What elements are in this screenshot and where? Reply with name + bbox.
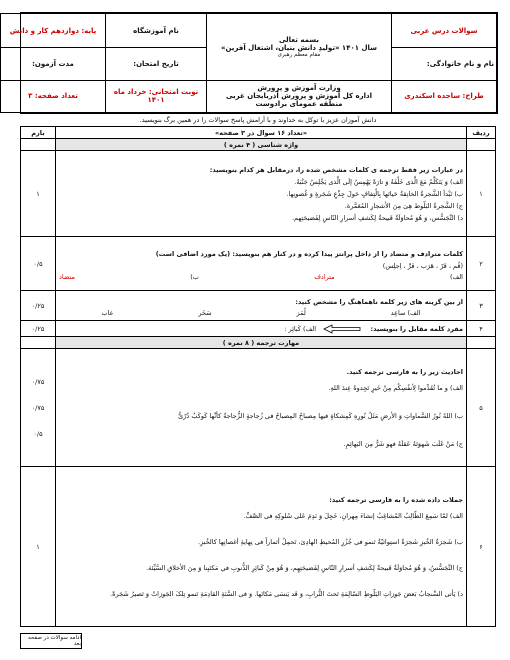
q3-prompt: از بین گزینه های زیر کلمه ناهماهنگ را مشخص کنید: [295,297,463,306]
header-center [207,14,392,81]
q5-body [56,349,467,467]
grade-label: پایه: دوازدهم کار و دانش [1,14,106,48]
exam-header [9,12,498,114]
year-slogan: سال ۱۴۰۱ «تولیدِ دانش بنیان، اشتغال آفرین» [220,43,378,52]
q5-number: ۵ [467,349,496,467]
arrow-left-icon [322,324,362,334]
q1-line-d: د) التَّجَسُّس، وَ هُوَ مُحاوَلَةٌ قَبیحةٌ لِکَشفِ أسرارِ النّاسِ لِفَضیحَتِهم. [291,213,463,222]
q2-ant-label: متضاد [59,272,75,281]
school-label: نام آموزشگاه [106,14,207,48]
q2-a-label: الف) [449,272,463,281]
q2-b-label: ب) [190,272,199,281]
office-label: اداره کل آموزش و پرورش آذربایجان غربی [225,92,373,101]
section-vocabulary: واژه شناسی ( ۴ نمره ) [56,139,467,151]
exam-date-label: تاریخ امتحان: [106,48,207,80]
q5-item-a: الف) و ما تُقَدِّموا لِأنفُسِکُم مِنْ خَیرٍ تَجِدوهُ عِندَ اللهِ. [328,383,463,392]
q2-score: ۰/۵ [21,237,56,291]
q6-number: ۶ [467,467,496,627]
q3-score: ۰/۲۵ [21,291,56,321]
question-count: «تعداد ۱۶ سوال در ۳ صفحه» [56,127,467,139]
q4-prompt: مفرد کلمه مقابل را بنویسید: [370,324,463,333]
q3-number: ۳ [467,291,496,321]
q6-prompt: جملات داده شده را به فارسی ترجمه کنید: [329,495,463,504]
q3-options [59,309,463,317]
q3-option-1: الف) ساعِد [390,308,421,317]
q3-body [56,291,467,321]
q2-answer-row [59,273,463,281]
q4-number: ۴ [467,321,496,337]
q1-line-c: ج) الشَّجرةُ البَلّوط هِیَ مِنَ الأشجارِ المُعَمَّرة. [344,201,463,210]
section-translation: مهارت ترجمه ( ۸ نمره ) [56,337,467,349]
q5-scores [21,349,56,467]
q6-item-d: د) یَأتی السِّنجابُ بَعضَ جَوزاتِ البَلّوطِ السّالِمَةِ تَحتَ التُّرابِ، وَ قَد یَنسَی مَکانَها. وَ فی السَّنَةِ القادِمَةِ تَنمو تِلکَ الجَوزاتُ وَ تَصیرُ شَجَرةً. [110,589,463,598]
ministry-label: وزارت آموزش و پرورش [257,84,341,93]
q6-item-a: الف) لمّا سَمِعَ الطّالِبُ المُشاغِبُ إنشاءَ مِهرانِ، خَجِلَ وَ نَدِمَ عَلی سُلوکِهِ فی الصَّفِّ. [243,511,463,520]
q2-prompt: کلمات مترادف و متضاد را از داخل پرانتز پیدا کرده و در کنار هم بنویسید: (یک مورد اضافی است) [155,249,463,258]
q3-option-3: سَخَر [198,308,212,317]
leader-label: مقام معظم رهبری [277,51,321,58]
q3-option-2: لُمَز [296,308,306,317]
basmala: بسمه تعالی [278,35,320,44]
district-label: منطقه عمومای برادوست [255,100,343,109]
q4-body [56,321,467,337]
q1-prompt: در عبارات زیر فقط ترجمه ی کلمات مشخص شده را، درمقابل هر کدام بنویسید: [209,165,463,174]
shift-label: نوبت امتحانی: خرداد ماه ۱۴۰۱ [106,80,207,112]
q1-number: ۱ [467,151,496,237]
q1-body [56,151,467,237]
instruction-text: دانش آموزان عزیز با توکل به خداوند و با آرامش پاسخ سوالات را در همین برگ بنویسید. [139,116,377,124]
q4-word: الف) کَبائِر : [284,324,317,333]
q6-item-b: ب) شَجرَةُ الخُبزِ شَجرَةٌ استِوائیّةٌ تَنمو فی جُزُرِ المُحیطِ الهادِئ، تَحمِلُ أثماراً فی نِهایةِ أغصانِها کالخُبزِ. [197,537,463,546]
continue-note: ادامه سوالات در صفحه بعد [20,633,82,649]
q1-line-a: الف) وَ یَتَکَلَّمُ مَعَ الَّذی خَلْفَهُ وَ تارَةً یَهْمِسُ إلَی الَّذی یَجْلِسُ جَنْبَهُ. [294,177,463,186]
q2-words: (قُم ، قَرّ ، هَرَب ، فَرَّ ، اِجلِس) [382,261,463,270]
q6-item-c: ج) التَّجَسُّسُ، وَ هُوَ مُحاوَلَةٌ قَبیحةٌ لِکَشفِ أسرارِ النّاسِ لِفَضیحَتِهِم، وَ هُوَ مِنْ کَبائِرِ الذُّنوبِ في مَکتَبِنا وَ مِنَ الأخلاقِ السَّیِّئة. [146,563,463,572]
subject-label: سوالات درس عربی [392,14,497,48]
q5-score-a: ۰/۷۵ [31,377,45,386]
q5-score-b: ۰/۷۵ [31,403,45,412]
score-header: بارم [21,127,56,139]
q3-option-4: عاب [101,308,114,317]
q6-body [56,467,467,627]
q1-score: ۱ [21,151,56,237]
questions-table [20,126,496,630]
q5-item-c: ج) مَنْ غَلَبَ شَهوَتَهُ عَقلَهُ فهو شَرٌّ مِنَ البَهائِمِ. [343,439,463,448]
row-header: ردیف [467,127,496,139]
q4-score: ۰/۲۵ [21,321,56,337]
q6-score: ۱ [21,467,56,627]
q2-number: ۲ [467,237,496,291]
q5-score-c: ۰/۵ [33,429,43,438]
name-label: نام و نام خانوادگی: [392,48,497,80]
q5-item-b: ب) اللهُ نُورُ السَّماواتِ وَ الأرضِ مَثَلُ نُورِهِ کَمِشکاةٍ فیها مِصباحٌ المِصباحُ فی زُجاجةٍ الزُّجاجةُ کأنَّها کَوکَبٌ دُرّیٌّ [178,411,463,420]
q2-syn-label: مترادف [314,272,335,281]
pages-label: تعداد صفحه: ۳ [1,80,106,112]
header-ministry [207,80,392,112]
designer-label: طراح: ساجده اسکندری [392,80,497,112]
duration-label: مدت آزمون: [1,48,106,80]
q2-body [56,237,467,291]
q1-line-b: ب) تَبْدأ الشَّجرةُ الخانِقةُ حَیاتَها بِالْتِفافٍ حَولَ جِذْعِ شَجَرةٍ وَ غُصونِها. [286,189,463,198]
q5-prompt: احادیث زیر را به فارسی ترجمه کنید. [346,367,463,376]
